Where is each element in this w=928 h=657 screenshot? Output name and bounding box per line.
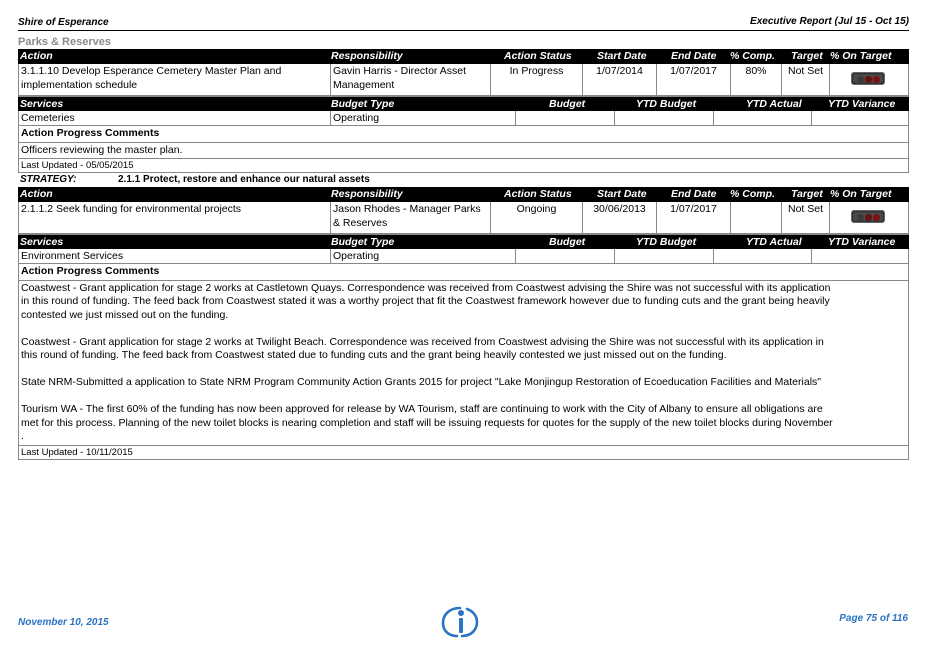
budget-cell [516, 111, 615, 125]
report-title: Executive Report (Jul 15 - Oct 15) [750, 16, 909, 27]
comment-paragraph: State NRM-Submitted a application to State NRM Program Community Action Grants 2015 for project "Lake Monjingup Restoration of Ecoeducation Facilities and Materials" [21, 376, 821, 388]
col-comp: % Comp. [730, 188, 775, 200]
budget-type-cell: Operating [331, 111, 516, 125]
page-header [18, 15, 909, 31]
col-start: Start Date [597, 50, 647, 62]
col-ytd-actual: YTD Actual [746, 236, 802, 248]
col-ytd-budget: YTD Budget [636, 236, 697, 248]
status-cell: In Progress [491, 64, 583, 95]
action-row [18, 64, 909, 96]
col-ytd-variance: YTD Variance [828, 236, 896, 248]
col-status: Action Status [504, 188, 572, 200]
col-target: Target [791, 188, 823, 200]
ytd-budget-cell [615, 111, 714, 125]
last-updated: Last Updated - 10/11/2015 [18, 446, 909, 460]
col-on-target: % On Target [830, 50, 892, 62]
comments-body [18, 143, 909, 160]
action-block-2 [18, 187, 909, 460]
col-responsibility: Responsibility [331, 50, 403, 62]
target-cell: Not Set [782, 64, 830, 95]
strategy-label: STRATEGY: [20, 174, 77, 185]
responsibility-text-2: & Reserves [333, 216, 388, 229]
action-header-row [18, 49, 909, 64]
last-updated: Last Updated - 05/05/2015 [18, 159, 909, 173]
action-text-2: implementation schedule [21, 78, 138, 91]
responsibility-text-2: Management [333, 78, 395, 91]
budget-cell [516, 249, 615, 263]
action-text: 2.1.1.2 Seek funding for environmental projects [21, 203, 242, 215]
comments-body [18, 281, 909, 446]
col-ytd-actual: YTD Actual [746, 98, 802, 110]
action-cell [19, 202, 331, 233]
responsibility-text: Jason Rhodes - Manager Parks [333, 203, 481, 215]
strategy-line [18, 174, 909, 187]
comp-cell: 80% [731, 64, 782, 95]
end-date-cell: 1/07/2017 [657, 202, 731, 233]
org-name: Shire of Esperance [18, 17, 109, 28]
responsibility-cell [331, 64, 491, 95]
col-comp: % Comp. [730, 50, 775, 62]
comment-paragraph: Officers reviewing the master plan. [21, 143, 183, 156]
action-block-1 [18, 49, 909, 173]
responsibility-text: Gavin Harris - Director Asset [333, 65, 467, 77]
action-text: 3.1.1.10 Develop Esperance Cemetery Master Plan and [21, 65, 282, 77]
on-target-cell [830, 202, 908, 233]
comment-paragraph: Tourism WA - The first 60% of the funding has now been approved for release by WA Tourism, staff are continuing to work with the City of Albany to ensure all obligations are met for this process. Planning of the new toilet blocks is nearing completion and staff will be issuing requests for quotes for the supply of the new toilet blocks during November . [21, 403, 833, 442]
company-logo-icon [440, 605, 480, 639]
col-budget: Budget [549, 236, 586, 248]
service-row [18, 249, 909, 264]
col-on-target: % On Target [830, 188, 892, 200]
on-target-cell [830, 64, 908, 95]
col-target: Target [791, 50, 823, 62]
col-services: Services [20, 236, 64, 248]
status-cell: Ongoing [491, 202, 583, 233]
budget-type-cell: Operating [331, 249, 516, 263]
col-budget-type: Budget Type [331, 236, 395, 248]
traffic-light-icon [851, 210, 885, 223]
action-cell [19, 64, 331, 95]
comp-cell [731, 202, 782, 233]
target-cell: Not Set [782, 202, 830, 233]
ytd-budget-cell [615, 249, 714, 263]
traffic-light-icon [851, 72, 885, 85]
start-date-cell: 1/07/2014 [583, 64, 657, 95]
ytd-actual-cell [714, 111, 812, 125]
col-ytd-budget: YTD Budget [636, 98, 697, 110]
col-status: Action Status [504, 50, 572, 62]
strategy-text: 2.1.1 Protect, restore and enhance our natural assets [118, 174, 370, 185]
ytd-actual-cell [714, 249, 812, 263]
start-date-cell: 30/06/2013 [583, 202, 657, 233]
comment-paragraph: Coastwest - Grant application for stage 2 works at Twilight Beach. Correspondence was received from Coastwest advising the Shire was not successful with its application in this round of funding. The feed back from Coastwest stated due to funding cuts and the grant being heavily contested we just missed out on the funding. [21, 335, 824, 361]
service-cell: Cemeteries [19, 111, 331, 125]
col-action: Action [20, 188, 53, 200]
end-date-cell: 1/07/2017 [657, 64, 731, 95]
comments-heading: Action Progress Comments [18, 126, 909, 143]
col-services: Services [20, 98, 64, 110]
col-budget-type: Budget Type [331, 98, 395, 110]
services-header-row [18, 96, 909, 111]
services-header-row [18, 234, 909, 249]
comment-paragraph: Coastwest - Grant application for stage 2 works at Castletown Quays. Correspondence was received from Coastwest advising the Shire was not successful with its application in this round of funding. The feed back from Coastwest stated it was a worthy project that fit the Coastwest framework however due to funding cuts and the grant being heavily contested we just missed out on the funding. [21, 281, 831, 321]
section-title: Parks & Reserves [18, 36, 111, 48]
ytd-variance-cell [812, 249, 908, 263]
col-end: End Date [671, 188, 717, 200]
col-responsibility: Responsibility [331, 188, 403, 200]
col-ytd-variance: YTD Variance [828, 98, 896, 110]
footer-page-number: Page 75 of 116 [839, 613, 908, 624]
service-cell: Environment Services [19, 249, 331, 263]
footer-date: November 10, 2015 [18, 617, 109, 628]
action-header-row [18, 187, 909, 202]
col-action: Action [20, 50, 53, 62]
ytd-variance-cell [812, 111, 908, 125]
col-end: End Date [671, 50, 717, 62]
col-start: Start Date [597, 188, 647, 200]
action-row [18, 202, 909, 234]
col-budget: Budget [549, 98, 586, 110]
responsibility-cell [331, 202, 491, 233]
service-row [18, 111, 909, 126]
comments-heading: Action Progress Comments [18, 264, 909, 281]
